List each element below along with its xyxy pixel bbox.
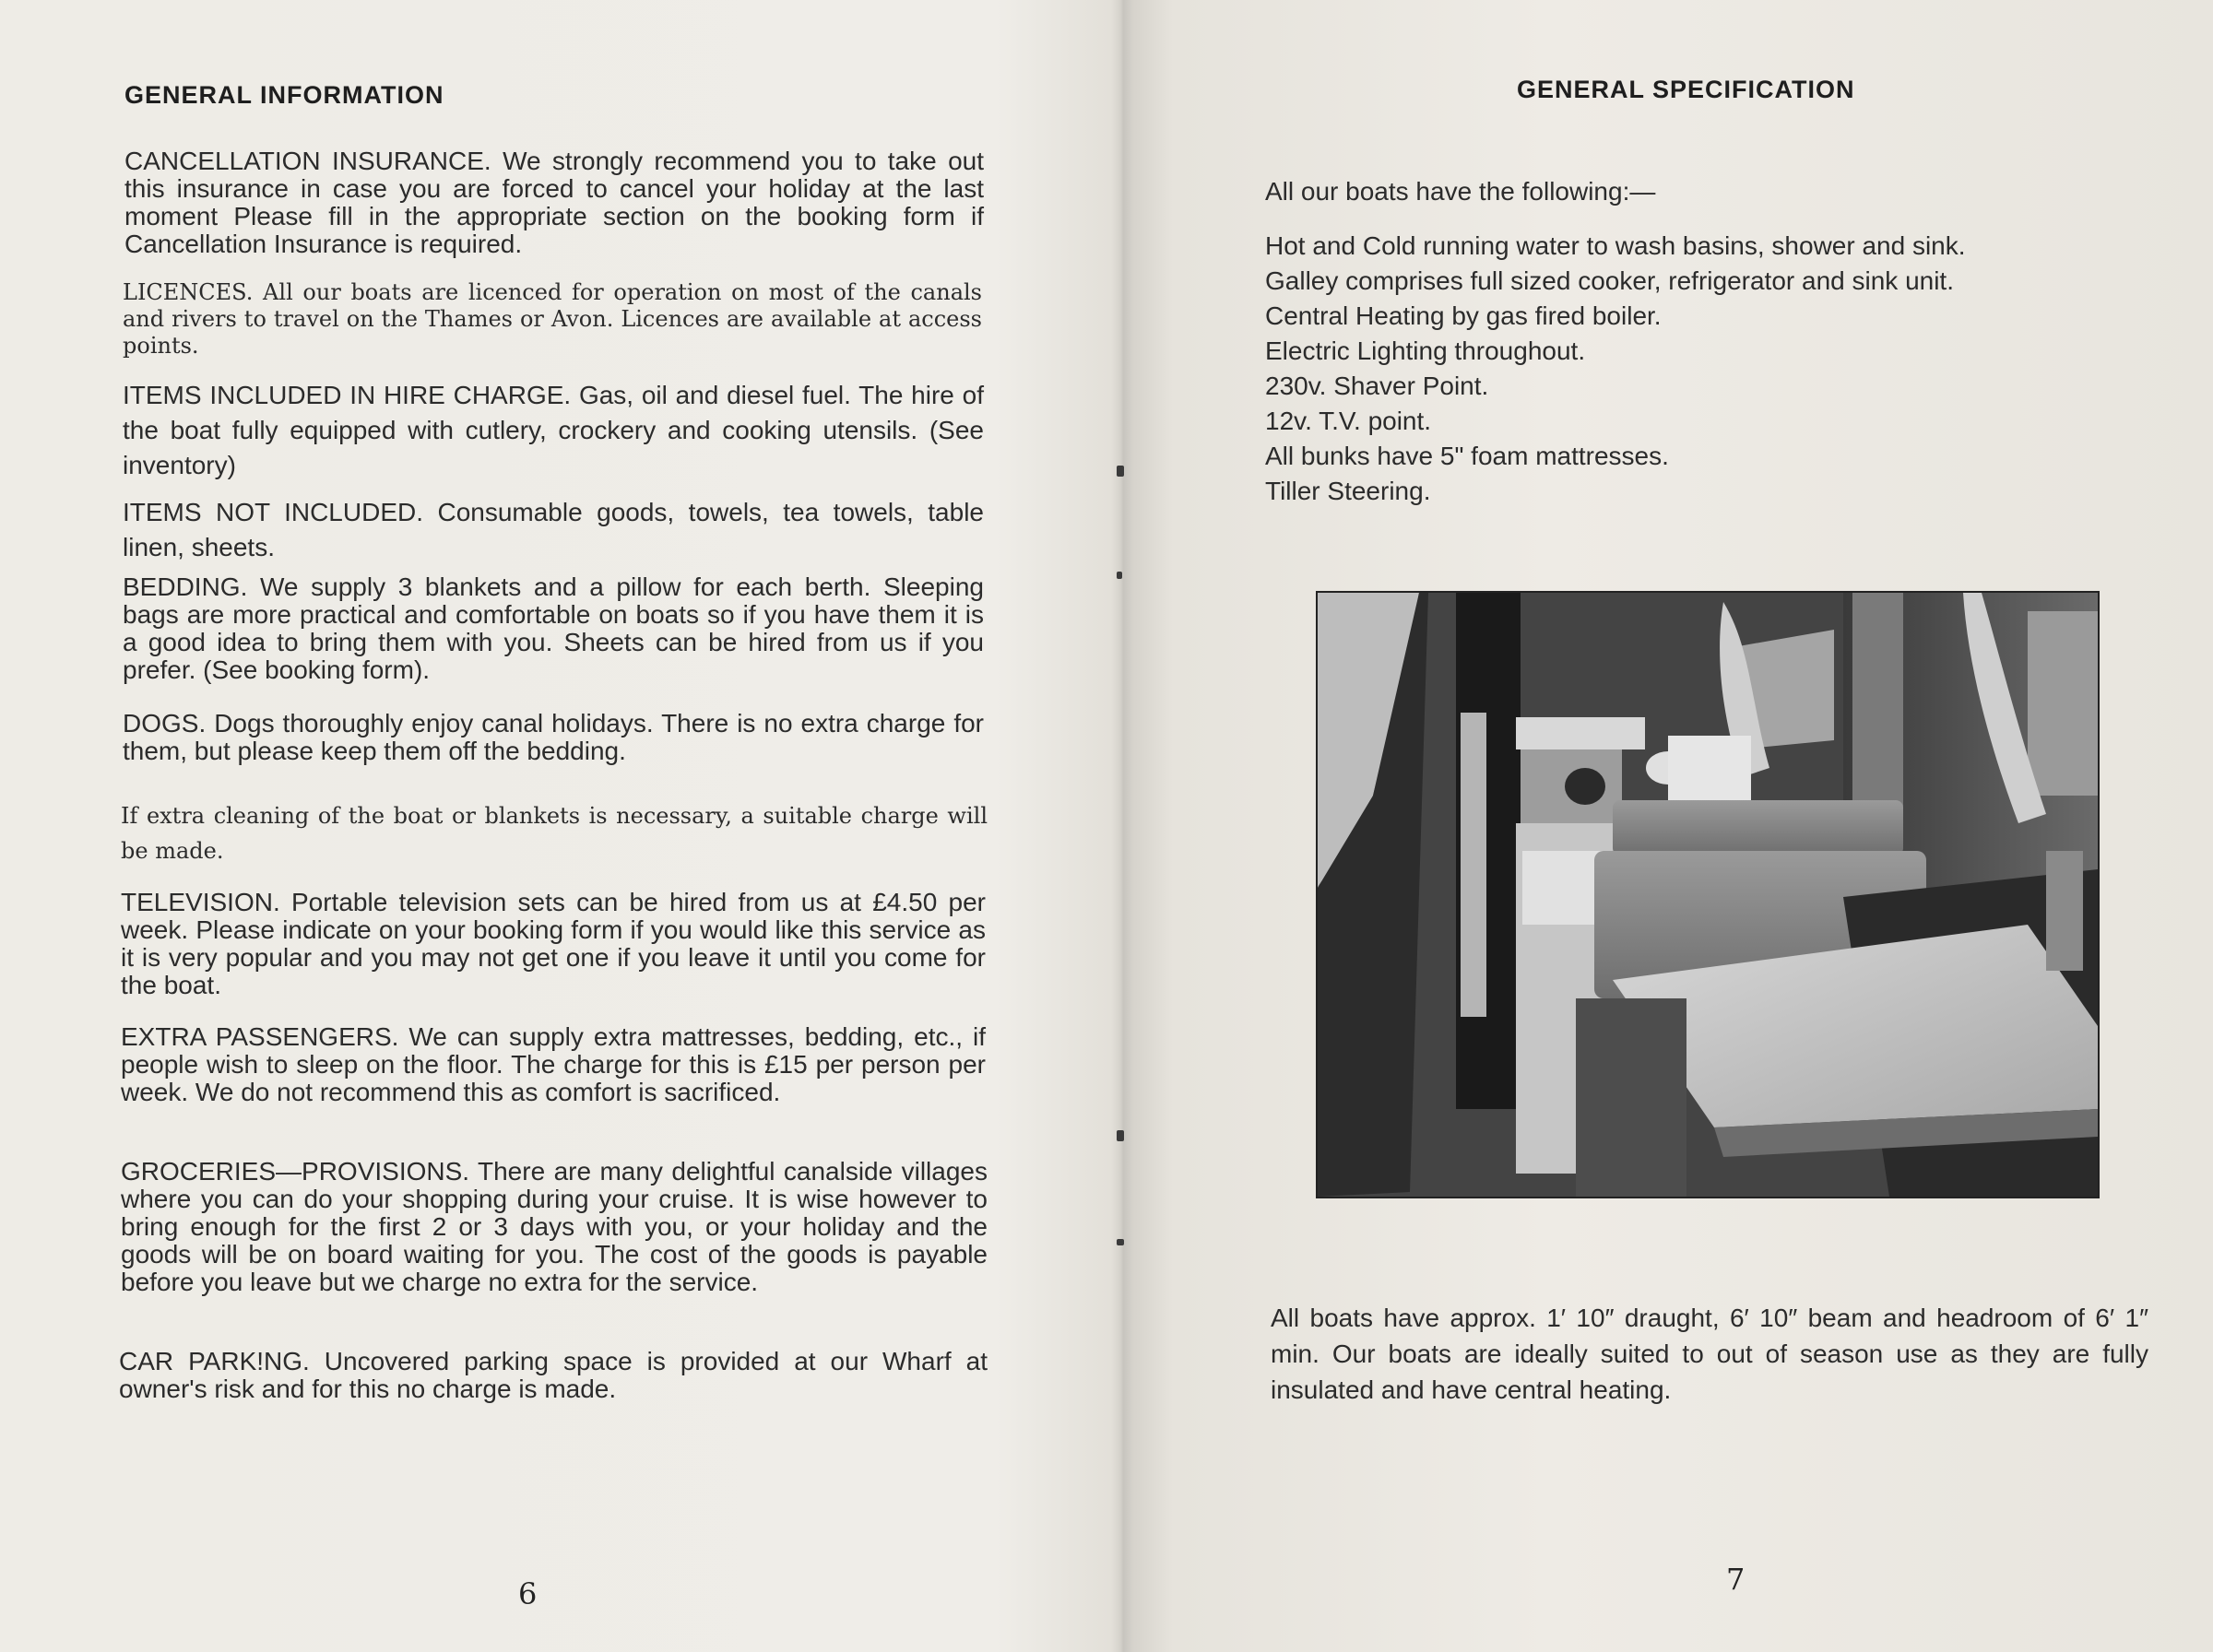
paragraph-items-not-included: ITEMS NOT INCLUDED. Consumable goods, towels, tea towels, table linen, sheets. xyxy=(123,498,984,561)
paragraph-bedding: BEDDING. We supply 3 blankets and a pillow for each berth. Sleeping bags are more practical and comfortable on boats so if you have them it is a good idea to bring them with you. Sheets can be hired from us if you prefer. (See booking form). xyxy=(123,572,984,684)
spec-intro: All our boats have the following:— xyxy=(1265,177,1656,206)
paragraph-extra-passengers: EXTRA PASSENGERS. We can supply extra mattresses, bedding, etc., if people wish to sleep on the floor. The charge for this is £15 per person per week. We do not recommend this as comfort is sacrificed. xyxy=(121,1022,986,1106)
paragraph-licences: LICENCES. All our boats are licenced for operation on most of the canals and rivers to travel on the Thames or Avon. Licences are available at access points. xyxy=(123,279,982,359)
paragraph-extra-cleaning: If extra cleaning of the boat or blankets is necessary, a suitable charge will be made. xyxy=(121,803,988,864)
boat-interior-photo xyxy=(1316,591,2100,1198)
spec-feature-item: Central Heating by gas fired boiler. xyxy=(1265,301,1662,330)
spec-feature-item: All bunks have 5" foam mattresses. xyxy=(1265,442,1669,470)
page-number-right: 7 xyxy=(1726,1562,1746,1597)
spec-feature-item: Electric Lighting throughout. xyxy=(1265,336,1586,365)
paragraph-items-included: ITEMS INCLUDED IN HIRE CHARGE. Gas, oil and diesel fuel. The hire of the boat fully equipped with cutlery, crockery and cooking utensils. (See inventory) xyxy=(123,381,984,479)
page-number-left: 6 xyxy=(518,1576,538,1611)
spec-feature-item: 12v. T.V. point. xyxy=(1265,407,1432,435)
paragraph-dogs: DOGS. Dogs thoroughly enjoy canal holidays. There is no extra charge for them, but please keep them off the bedding. xyxy=(123,709,984,765)
paragraph-television: TELEVISION. Portable television sets can be hired from us at £4.50 per week. Please indicate on your booking form if you would like this service as it is very popular and you may not get one if you leave it until you come for the boat. xyxy=(121,888,986,999)
left-page-heading: GENERAL INFORMATION xyxy=(124,81,444,109)
spec-feature-item: Galley comprises full sized cooker, refrigerator and sink unit. xyxy=(1265,266,1954,295)
spec-feature-item: 230v. Shaver Point. xyxy=(1265,372,1489,400)
boat-interior-illustration xyxy=(1318,593,2098,1197)
spec-feature-item: Hot and Cold running water to wash basins, shower and sink. xyxy=(1265,231,1966,260)
boat-dimensions-text: All boats have approx. 1′ 10″ draught, 6′ 10″ beam and headroom of 6′ 1″ min. Our boats are ideally suited to out of season use as they are fully insulated and have central heating. xyxy=(1271,1304,2148,1404)
spec-feature-item: Tiller Steering. xyxy=(1265,477,1431,505)
spec-feature-list xyxy=(1265,229,1966,509)
paragraph-groceries: GROCERIES—PROVISIONS. There are many delightful canalside villages where you can do your shopping during your cruise. It is wise however to bring enough for the first 2 or 3 days with you, or your holiday and the goods will be on board waiting for you. The cost of the goods is payable before you leave but we charge no extra for the service. xyxy=(121,1157,988,1296)
right-page-heading: GENERAL SPECIFICATION xyxy=(1517,76,1855,103)
paragraph-cancellation-insurance: CANCELLATION INSURANCE. We strongly recommend you to take out this insurance in case you are forced to cancel your holiday at the last moment Please fill in the appropriate section on the booking form if Cancellation Insurance is required. xyxy=(124,147,984,258)
paragraph-car-parking: CAR PARK!NG. Uncovered parking space is provided at our Wharf at owner's risk and for this no charge is made. xyxy=(119,1347,988,1403)
